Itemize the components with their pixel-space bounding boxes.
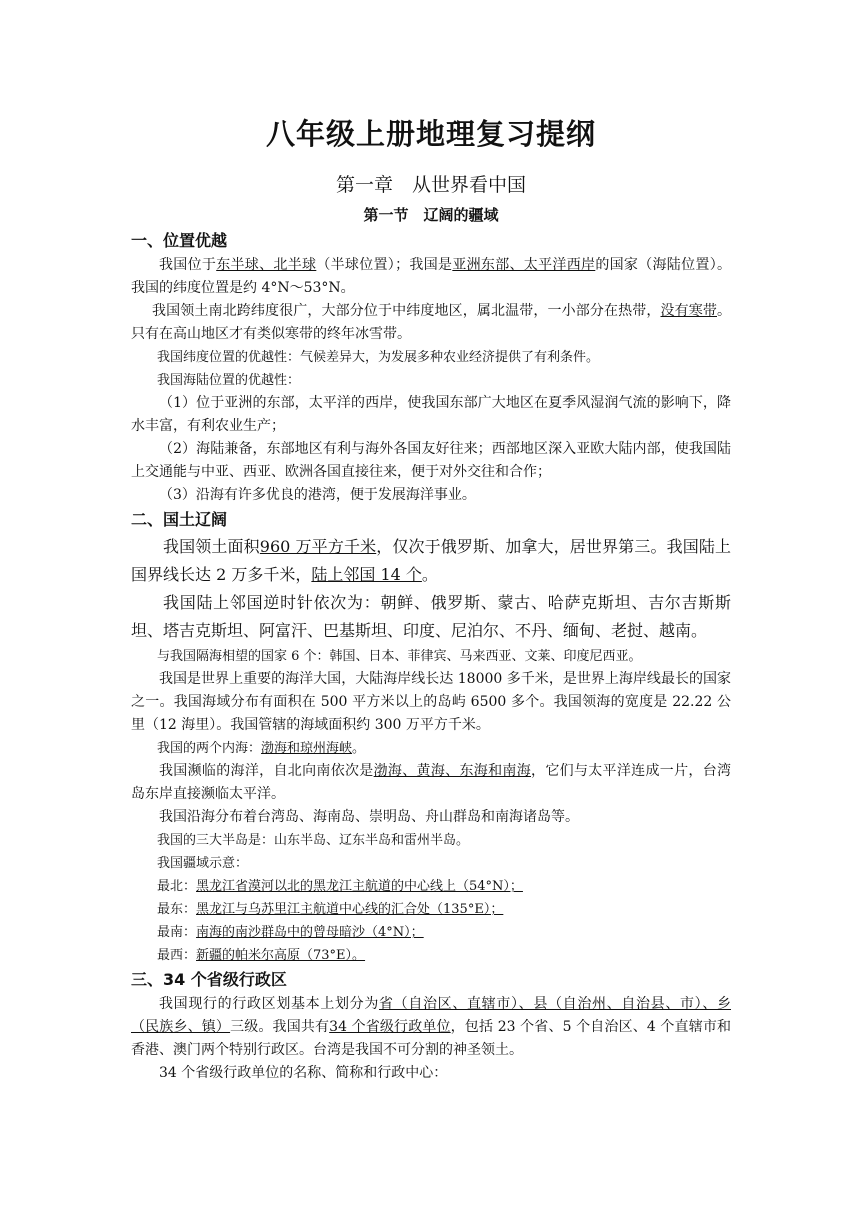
document-body (131, 112, 731, 1085)
paragraph-extent-intro: 我国疆域示意： (157, 856, 249, 871)
underlined-text: 没有寒带 (660, 303, 717, 319)
chapter-heading: 第一章 从世界看中国 (335, 174, 526, 196)
underlined-text: 黑龙江省漠河以北的黑龙江主航道的中心线上（54°N）； (196, 879, 523, 894)
extent-east: 最东：黑龙江与乌苏里江主航道中心线的汇合处（135°E）； (157, 902, 504, 917)
paragraph-peninsulas: 我国的三大半岛是：山东半岛、辽东半岛和雷州半岛。 (157, 833, 470, 848)
heading-location: 一、位置优越 (131, 231, 228, 250)
underlined-text: 新疆的帕米尔高原（73°E）。 (196, 948, 366, 963)
section-heading: 第一节 辽阔的疆域 (363, 206, 499, 224)
paragraph-inland-seas: 我国的两个内海：渤海和琼州海峡。 (157, 741, 366, 756)
list-item-advantage-3: （3）沿海有许多优良的港湾，便于发展海洋事业。 (159, 487, 476, 503)
underlined-text: 南海的南沙群岛中的曾母暗沙（4°N）； (196, 925, 424, 940)
underlined-text: 陆上邻国 14 个 (311, 565, 422, 584)
extent-north: 最北：黑龙江省漠河以北的黑龙江主航道的中心线上（54°N）； (157, 879, 523, 894)
underlined-text: 东半球、北半球 (216, 257, 317, 273)
underlined-text: 省（自治区、直辖市）、县（自治州、自治县、市）、乡（民族乡、镇） (131, 996, 731, 1035)
underlined-text: 渤海、黄海、东海和南海 (373, 763, 532, 779)
paragraph-land-neighbors: 我国陆上邻国逆时针依次为：朝鲜、俄罗斯、蒙古、哈萨克斯坦、吉尔吉斯斯坦、塔吉克斯坦、阿富汗、巴基斯坦、印度、尼泊尔、不丹、缅甸、老挝、越南。 (131, 593, 731, 640)
list-item-advantage-2: （2）海陆兼备，东部地区有利与海外各国友好往来；西部地区深入亚欧大陆内部，使我国陆上交通能与中亚、西亚、欧洲各国直接往来，便于对外交往和合作； (131, 441, 731, 480)
paragraph-province-list-intro: 34 个省级行政单位的名称、简称和行政中心： (159, 1065, 448, 1081)
heading-provinces: 三、34 个省级行政区 (131, 970, 287, 989)
paragraph-territory-area: 我国领土面积960 万平方千米，仅次于俄罗斯、加拿大，居世界第三。我国陆上国界线长达 2 万多千米，陆上邻国 14 个。 (131, 537, 731, 584)
paragraph-bordering-seas: 我国濒临的海洋，自北向南依次是渤海、黄海、东海和南海，它们与太平洋连成一片，台湾岛东岸直接濒临太平洋。 (131, 763, 732, 802)
list-item-advantage-1: （1）位于亚洲的东部，太平洋的西岸，使我国东部广大地区在夏季风湿润气流的影响下，降水丰富，有利农业生产； (131, 395, 731, 434)
underlined-text: 34 个省级行政单位 (329, 1019, 451, 1035)
heading-territory: 二、国土辽阔 (131, 510, 228, 529)
underlined-text: 960 万平方千米 (259, 537, 377, 556)
paragraph-latitude-advantage: 我国纬度位置的优越性：气候差异大，为发展多种农业经济提供了有利条件。 (157, 350, 600, 365)
paragraph-location-1: 我国位于东半球、北半球（半球位置）；我国是亚洲东部、太平洋西岸的国家（海陆位置）。我国的纬度位置是约 4°N～53°N。 (131, 257, 732, 296)
paragraph-sea-neighbors: 与我国隔海相望的国家 6 个：韩国、日本、菲律宾、马来西亚、文莱、印度尼西亚。 (157, 649, 642, 664)
page-title: 八年级上册地理复习提纲 (265, 117, 596, 151)
extent-west: 最西：新疆的帕米尔高原（73°E）。 (157, 948, 366, 963)
paragraph-sea-land-advantage: 我国海陆位置的优越性： (157, 373, 301, 388)
paragraph-location-2: 我国领土南北跨纬度很广，大部分位于中纬度地区，属北温带，一小部分在热带，没有寒带。只有在高山地区才有类似寒带的终年冰雪带。 (131, 303, 731, 342)
underlined-text: 渤海和琼州海峡 (261, 741, 353, 756)
paragraph-ocean-country: 我国是世界上重要的海洋大国，大陆海岸线长达 18000 多千米，是世界上海岸线最长的国家之一。我国海域分布有面积在 500 平方米以上的岛屿 6500 多个。我国领海的宽度是 22.22 公里（12 海里）。我国管辖的海域面积约 300 万平方千米。 (131, 671, 731, 733)
underlined-text: 亚洲东部、太平洋西岸 (452, 257, 596, 273)
underlined-text: 黑龙江与乌苏里江主航道中心线的汇合处（135°E）； (196, 902, 504, 917)
paragraph-admin-divisions: 我国现行的行政区划基本上划分为省（自治区、直辖市）、县（自治州、自治县、市）、乡（民族乡、镇）三级。我国共有34 个省级行政单位，包括 23 个省、5 个自治区、4 个直辖市和香港、澳门两个特别行政区。台湾是我国不可分割的神圣领土。 (131, 996, 732, 1058)
paragraph-islands: 我国沿海分布着台湾岛、海南岛、崇明岛、舟山群岛和南海诸岛等。 (159, 809, 579, 825)
extent-south: 最南：南海的南沙群岛中的曾母暗沙（4°N）； (157, 925, 424, 940)
